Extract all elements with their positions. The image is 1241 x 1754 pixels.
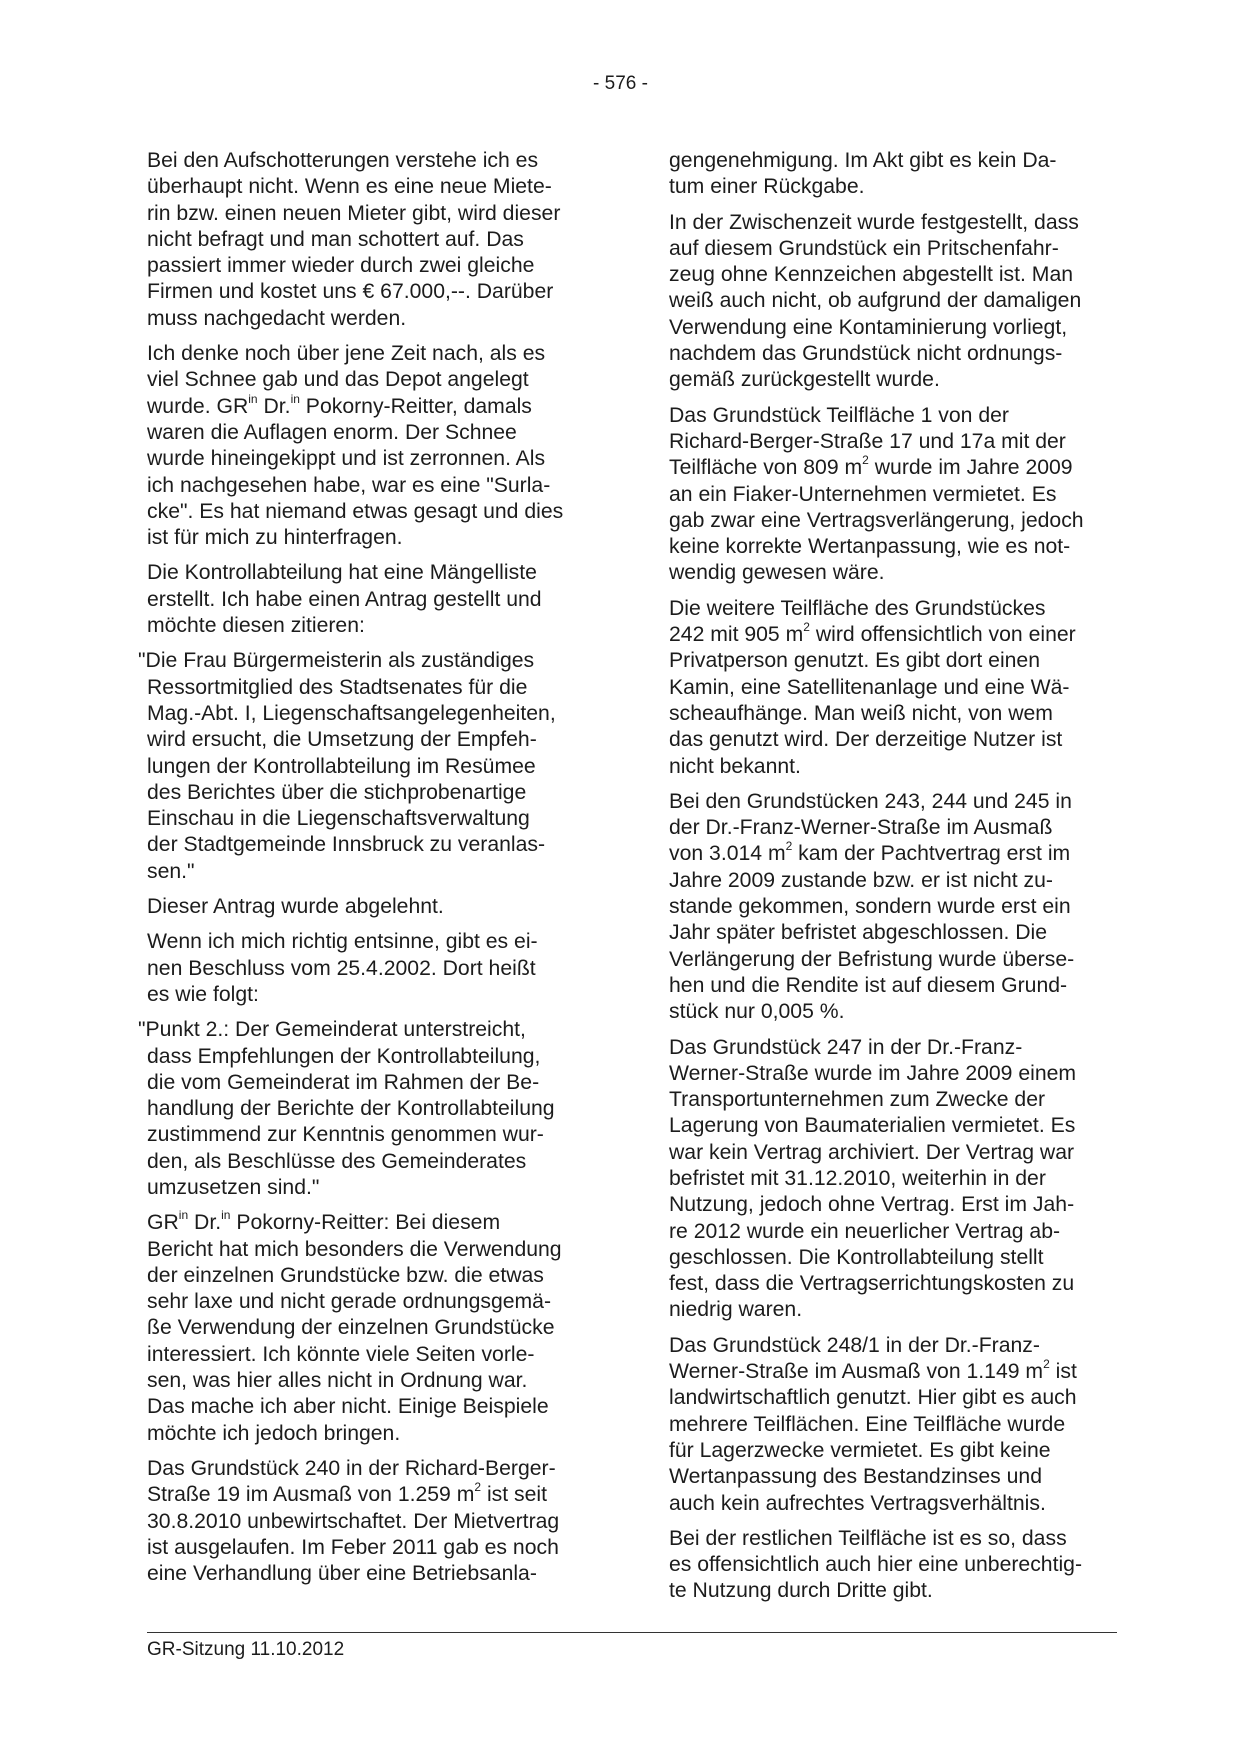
quote-punkt-2	[138, 1017, 615, 1201]
text-line: Wertanpassung des Bestandzinses und	[669, 1465, 1042, 1489]
text-line: 30.8.2010 unbewirtschaftet. Der Mietvertrag	[147, 1509, 560, 1533]
text-line: ich nachgesehen habe, war es eine "Surla-	[147, 473, 551, 497]
text-line: Richard-Berger-Straße 17 und 17a mit der	[669, 429, 1066, 453]
text-line: passiert immer wieder durch zwei gleiche	[147, 254, 535, 278]
text-line: niedrig waren.	[669, 1298, 803, 1322]
text-line: Bericht hat mich besonders die Verwendung	[147, 1237, 562, 1261]
text-line: muss nachgedacht werden.	[147, 306, 407, 330]
paragraph-teilflaeche-1	[669, 403, 1129, 587]
text-line: rin bzw. einen neuen Mieter gibt, wird dieser	[147, 201, 561, 225]
text-segment: Dr.	[188, 1211, 222, 1235]
text-line: Die Kontrollabteilung hat eine Mängelliste	[147, 561, 537, 585]
text-line: wendig gewesen wäre.	[669, 561, 885, 585]
text-line: gemäß zurückgestellt wurde.	[669, 368, 940, 392]
text-line-with-superscript	[147, 1482, 615, 1508]
text-line: Jahre 2009 zustande bzw. er ist nicht zu-	[669, 868, 1053, 892]
text-segment: Pokorny-Reitter, damals	[299, 394, 532, 418]
paragraph-aufschotterungen	[147, 148, 615, 332]
text-line: möchte ich jedoch bringen.	[147, 1421, 401, 1445]
text-line: Das Grundstück 247 in der Dr.-Franz-	[669, 1035, 1023, 1059]
paragraph-grundstuecke-243-245	[669, 789, 1129, 1026]
text-line: weiß auch nicht, ob aufgrund der damaligen	[669, 289, 1082, 313]
text-line: Das Grundstück Teilfläche 1 von der	[669, 403, 1009, 427]
text-line: nen Beschluss vom 25.4.2002. Dort heißt	[147, 956, 536, 980]
text-line: an ein Fiaker-Unternehmen vermietet. Es	[669, 482, 1057, 506]
text-line: wird ersucht, die Umsetzung der Empfeh-	[147, 728, 537, 752]
text-line: Nutzung, jedoch ohne Vertrag. Erst im Jah-	[669, 1193, 1075, 1217]
text-line: dass Empfehlungen der Kontrollabteilung,	[147, 1044, 541, 1068]
paragraph-grundstueck-247	[669, 1035, 1129, 1324]
text-line: sen, was hier alles nicht in Ordnung war.	[147, 1369, 528, 1393]
text-line: landwirtschaftlich genutzt. Hier gibt es auch	[669, 1386, 1077, 1410]
text-line: hen und die Rendite ist auf diesem Grund-	[669, 973, 1068, 997]
text-line: mehrere Teilflächen. Eine Teilfläche wurde	[669, 1412, 1066, 1436]
text-line: In der Zwischenzeit wurde festgestellt, dass	[669, 210, 1079, 234]
text-line: Dieser Antrag wurde abgelehnt.	[147, 895, 444, 919]
text-segment: Pokorny-Reitter: Bei diesem	[230, 1211, 501, 1235]
text-line: des Berichtes über die stichprobenartige	[147, 780, 527, 804]
text-segment: ist seit	[481, 1483, 547, 1507]
text-line: gengenehmigung. Im Akt gibt es kein Da-	[669, 149, 1057, 172]
text-line: Verlängerung der Befristung wurde überse-	[669, 947, 1075, 971]
text-line: es wie folgt:	[147, 982, 259, 1006]
superscript: 2	[474, 1480, 482, 1495]
text-line: eine Verhandlung über eine Betriebsanla-	[147, 1562, 537, 1586]
text-line: Ressortmitglied des Stadtsenates für die	[147, 675, 528, 699]
text-line: te Nutzung durch Dritte gibt.	[669, 1579, 933, 1603]
text-line: Ich denke noch über jene Zeit nach, als es	[147, 342, 546, 366]
text-line: den, als Beschlüsse des Gemeinderates	[147, 1149, 527, 1173]
text-line: Transportunternehmen zum Zwecke der	[669, 1088, 1046, 1112]
text-line: nicht befragt und man schottert auf. Das	[147, 227, 524, 251]
text-segment: GR	[147, 1211, 179, 1235]
text-line: lungen der Kontrollabteilung im Resümee	[147, 754, 536, 778]
text-line: Die weitere Teilfläche des Grundstückes	[669, 596, 1046, 620]
text-segment: Straße 19 im Ausmaß von 1.259 m	[147, 1483, 475, 1507]
text-line: Lagerung von Baumaterialien vermietet. Es	[669, 1114, 1076, 1138]
text-line: keine korrekte Wertanpassung, wie es not-	[669, 535, 1071, 559]
text-line: Das Grundstück 240 in der Richard-Berger-	[147, 1456, 556, 1480]
text-line: erstellt. Ich habe einen Antrag gestellt und	[147, 587, 542, 611]
text-line: der Dr.-Franz-Werner-Straße im Ausmaß	[669, 816, 1053, 840]
paragraph-restliche-teilflaeche	[669, 1526, 1129, 1605]
text-line: überhaupt nicht. Wenn es eine neue Miete-	[147, 175, 552, 199]
text-line: war kein Vertrag archiviert. Der Vertrag war	[669, 1140, 1075, 1164]
text-line: Bei der restlichen Teilfläche ist es so, dass	[669, 1526, 1067, 1550]
text-line: auf diesem Grundstück ein Pritschenfahr-	[669, 236, 1059, 260]
text-line: sehr laxe und nicht gerade ordnungsgemä-	[147, 1290, 552, 1314]
text-line-with-superscript	[147, 391, 615, 420]
text-segment: 242 mit 905 m	[669, 623, 804, 647]
text-segment: Werner-Straße im Ausmaß von 1.149 m	[669, 1360, 1044, 1384]
text-line-with-superscript	[669, 455, 1129, 481]
text-segment: von 3.014 m	[669, 842, 786, 866]
text-line: befristet mit 31.12.2010, weiterhin in der	[669, 1166, 1046, 1190]
superscript: 2	[1043, 1357, 1050, 1372]
text-line: Wenn ich mich richtig entsinne, gibt es ei-	[147, 930, 538, 954]
text-line: zeug ohne Kennzeichen abgestellt ist. Man	[669, 263, 1074, 287]
text-line: die vom Gemeinderat im Rahmen der Be-	[147, 1070, 540, 1094]
text-line: scheaufhänge. Man weiß nicht, von wem	[669, 701, 1053, 725]
text-line: der einzelnen Grundstücke bzw. die etwas	[147, 1263, 544, 1287]
page-number: - 576 -	[593, 73, 648, 94]
superscript: in	[221, 1208, 231, 1223]
text-line: stande gekommen, sondern wurde erst ein	[669, 895, 1071, 919]
superscript: 2	[803, 620, 810, 635]
paragraph-grundstueck-248-1	[669, 1333, 1129, 1517]
text-line: gab zwar eine Vertragsverlängerung, jedoch	[669, 508, 1084, 532]
text-line-with-superscript	[669, 622, 1129, 648]
text-line: fest, dass die Vertragserrichtungskosten zu	[669, 1272, 1075, 1296]
text-line: das genutzt wird. Der derzeitige Nutzer ist	[669, 728, 1063, 752]
text-line: Kamin, eine Satellitenanlage und eine Wä-	[669, 675, 1070, 699]
superscript: in	[248, 391, 258, 406]
text-line: Bei den Aufschotterungen verstehe ich es	[147, 149, 539, 172]
text-line: nicht bekannt.	[669, 754, 801, 778]
text-line: Mag.-Abt. I, Liegenschaftsangelegenheiten,	[147, 701, 556, 725]
text-line: waren die Auflagen enorm. Der Schnee	[147, 420, 517, 444]
text-line: zustimmend zur Kenntnis genommen wur-	[147, 1123, 544, 1147]
text-line: möchte diesen zitieren:	[147, 614, 365, 638]
text-line: Verwendung eine Kontaminierung vorliegt,	[669, 315, 1068, 339]
text-line: ist für mich zu hinterfragen.	[147, 526, 403, 550]
text-line: Firmen und kostet uns € 67.000,--. Darüber	[147, 280, 554, 304]
text-line: "Die Frau Bürgermeisterin als zuständiges	[138, 649, 535, 673]
paragraph-beschluss	[147, 929, 615, 1008]
text-line: re 2012 wurde ein neuerlicher Vertrag ab-	[669, 1219, 1061, 1243]
paragraph-grundstueck-242	[669, 596, 1129, 780]
text-line: cke". Es hat niemand etwas gesagt und dies	[147, 499, 564, 523]
paragraph-pritschenfahrzeug	[669, 210, 1129, 394]
paragraph-maengelliste	[147, 560, 615, 639]
superscript: 2	[862, 453, 869, 468]
paragraph-pokorny-reitter	[147, 1210, 615, 1447]
text-line-with-superscript	[669, 841, 1129, 867]
text-line: für Lagerzwecke vermietet. Es gibt keine	[669, 1438, 1051, 1462]
text-line: tum einer Rückgabe.	[669, 175, 865, 199]
text-line-with-superscript	[147, 1210, 615, 1236]
text-line-with-superscript	[669, 1359, 1129, 1385]
text-line: viel Schnee gab und das Depot angelegt	[147, 368, 529, 392]
text-line: nachdem das Grundstück nicht ordnungs-	[669, 342, 1063, 366]
text-line: stück nur 0,005 %.	[669, 1000, 845, 1024]
text-line: handlung der Berichte der Kontrollabteilung	[147, 1097, 555, 1121]
text-line: interessiert. Ich könnte viele Seiten vorle-	[147, 1342, 535, 1366]
superscript: in	[178, 1208, 189, 1223]
paragraph-abgelehnt	[147, 894, 615, 920]
paragraph-grundstueck-240	[147, 1456, 615, 1587]
text-line: sen."	[147, 859, 195, 883]
text-line: es offensichtlich auch hier eine unberechtig-	[669, 1553, 1083, 1577]
text-segment: Teilfläche von 809 m	[669, 456, 863, 480]
text-line: umzusetzen sind."	[147, 1175, 320, 1199]
text-line: ist ausgelaufen. Im Feber 2011 gab es noch	[147, 1535, 559, 1559]
text-line: ße Verwendung der einzelnen Grundstücke	[147, 1316, 555, 1340]
paragraph-betriebsanlagengenehmigung	[669, 148, 1129, 201]
footer-divider	[147, 1632, 1117, 1633]
text-line: geschlossen. Die Kontrollabteilung stellt	[669, 1245, 1044, 1269]
paragraph-schnee-depot	[147, 341, 615, 551]
right-column	[669, 148, 1129, 1614]
superscript: in	[290, 391, 300, 406]
text-line: Jahr später befristet abgeschlossen. Die	[669, 921, 1048, 945]
text-line: Privatperson genutzt. Es gibt dort einen	[669, 649, 1040, 673]
quote-antrag	[138, 648, 615, 885]
text-line: "Punkt 2.: Der Gemeinderat unterstreicht,	[138, 1018, 526, 1042]
footer-session-date: GR-Sitzung 11.10.2012	[147, 1639, 345, 1660]
text-line: wurde hineingekippt und ist zerronnen. Als	[147, 447, 546, 471]
text-line: der Stadtgemeinde Innsbruck zu veranlas-	[147, 833, 546, 857]
text-segment: ist	[1049, 1360, 1077, 1384]
text-segment: wird offensichtlich von einer	[809, 623, 1076, 647]
left-column	[138, 148, 615, 1596]
text-line: Das Grundstück 248/1 in der Dr.-Franz-	[669, 1333, 1040, 1357]
text-segment: kam der Pachtvertrag erst im	[792, 842, 1071, 866]
text-line: Bei den Grundstücken 243, 244 und 245 in	[669, 789, 1072, 813]
text-segment: Dr.	[257, 394, 291, 418]
superscript: 2	[785, 839, 793, 854]
text-line: Einschau in die Liegenschaftsverwaltung	[147, 807, 530, 831]
text-line: Werner-Straße wurde im Jahre 2009 einem	[669, 1061, 1077, 1085]
text-line: Das mache ich aber nicht. Einige Beispiele	[147, 1395, 549, 1419]
text-segment: wurde im Jahre 2009	[868, 456, 1073, 480]
text-line: auch kein aufrechtes Vertragsverhältnis.	[669, 1491, 1046, 1515]
text-segment: wurde. GR	[147, 394, 249, 418]
